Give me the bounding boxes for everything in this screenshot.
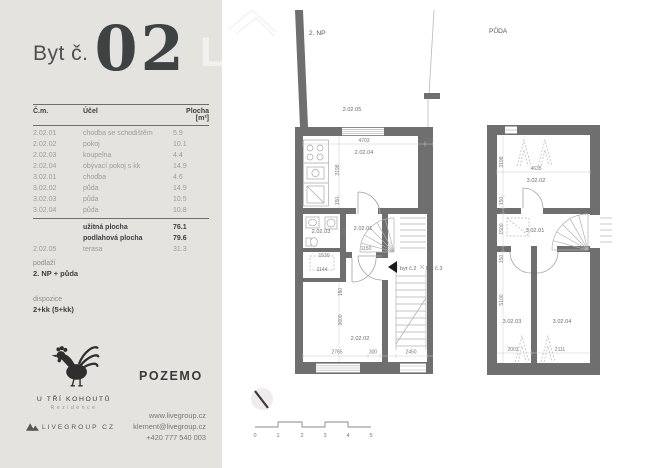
roof-windows-top	[517, 140, 552, 166]
cell-area: 10.5	[173, 196, 187, 203]
room-hall: 2.02.01	[353, 226, 373, 232]
dim: 3198	[499, 156, 505, 168]
doors-2np	[352, 192, 382, 282]
scale-tick: 1	[276, 433, 280, 439]
cell-num: 2.02.04	[33, 163, 57, 170]
dim: 300	[424, 138, 434, 144]
dim: 4703	[358, 138, 370, 144]
col-header-num: Č.m.	[33, 108, 49, 115]
cell-num: 2.02.01	[33, 130, 57, 137]
scale-tick: 5	[369, 433, 373, 439]
cell-purpose: chodba	[83, 174, 106, 181]
dim: 2765	[331, 349, 343, 356]
watermark-letter: L	[200, 28, 226, 75]
table-row	[33, 183, 209, 194]
dim: 150	[335, 196, 341, 206]
plan-attic	[487, 26, 612, 375]
window	[400, 364, 426, 373]
room-bath: 2.02.03	[311, 229, 331, 235]
cell-purpose: chodba se schodištěm	[83, 130, 153, 137]
plan-attic-title: PŮDA	[489, 28, 508, 35]
livegroup-text: LIVEGROUP CZ	[42, 423, 115, 431]
dim: 150	[499, 254, 505, 264]
cell-area: 14.9	[173, 163, 187, 170]
livegroup-logo	[26, 423, 115, 431]
cell-area: 10.1	[173, 141, 187, 148]
total-row-usable	[33, 218, 209, 233]
plan-2np	[295, 10, 442, 374]
contact-block	[133, 410, 206, 443]
dim: 4635	[530, 166, 542, 172]
mountain-icon	[26, 423, 39, 431]
cell-area: 31.3	[173, 246, 187, 253]
pozemo-logo: POZEMO	[139, 369, 203, 383]
rooster-brand	[34, 342, 114, 411]
table-row	[33, 205, 209, 216]
cell-num: 3.02.03	[33, 196, 57, 203]
neighbor-label: byt č.3	[426, 266, 443, 272]
cell-purpose: koupelna	[83, 152, 112, 159]
unit-header	[33, 12, 187, 85]
cell-area: 4.4	[173, 152, 183, 159]
room-attic-top: 3.02.02	[526, 178, 546, 184]
kitchen-fixtures	[304, 140, 329, 206]
north-mark	[251, 388, 273, 410]
meta-block	[33, 259, 78, 325]
layout-label: dispozice	[33, 296, 63, 303]
total-label: užitná plocha	[83, 224, 128, 231]
total-value: 76.1	[173, 224, 187, 231]
dim: 150	[499, 196, 505, 206]
attic-spiral-stair	[552, 214, 588, 250]
scale-bar	[253, 422, 372, 439]
total-label: podlahová plocha	[83, 235, 143, 242]
outside-stair-hatch	[600, 218, 612, 242]
dim: 3600	[338, 314, 344, 326]
rooster-brand-sub: Rezidence	[50, 405, 98, 411]
floor-label: podlaží	[33, 260, 56, 267]
layout-value: 2+kk (5+kk)	[33, 305, 74, 314]
room-attic-hall: 3.02.01	[525, 228, 545, 234]
cell-purpose: půda	[83, 196, 99, 203]
col-header-purpose: Účel	[83, 108, 98, 115]
cell-num: 2.02.05	[33, 246, 57, 253]
table-row	[33, 172, 209, 183]
dim: 150	[338, 287, 344, 297]
scale-tick: 4	[346, 433, 350, 439]
dim: 1144	[316, 267, 328, 273]
contact-phone: +420 777 540 003	[146, 433, 206, 442]
dim: 300	[368, 349, 378, 356]
cell-purpose: obývací pokoj s kk	[83, 163, 141, 170]
table-header-row	[33, 104, 209, 126]
cell-num: 3.02.04	[33, 207, 57, 214]
terrace-label: 2.02.05	[342, 107, 362, 113]
cell-num: 3.02.01	[33, 174, 57, 181]
dim: 2003	[507, 347, 519, 353]
room-living: 2.02.04	[354, 150, 374, 156]
dim: 1500	[499, 223, 505, 235]
cell-num: 3.02.02	[33, 185, 57, 192]
cell-purpose: půda	[83, 207, 99, 214]
scale-tick: 3	[323, 433, 327, 439]
cell-area: 5.9	[173, 130, 183, 137]
dim: 2450	[405, 349, 417, 356]
cell-num: 2.02.03	[33, 152, 57, 159]
window	[342, 128, 384, 135]
cell-purpose: pokoj	[83, 141, 100, 148]
floorplans	[222, 0, 662, 468]
cell-area: 14.9	[173, 185, 187, 192]
window	[316, 364, 360, 373]
terrace-wall	[295, 10, 308, 127]
window	[505, 127, 517, 134]
col-header-area: Plocha [m²]	[186, 108, 209, 122]
wall-right	[427, 213, 433, 362]
rooster-icon	[48, 342, 100, 388]
contact-web: www.livegroup.cz	[148, 411, 206, 420]
terrace-row	[33, 244, 209, 255]
table-row	[33, 128, 209, 139]
entry-label: byt č.2	[400, 266, 417, 272]
rooster-brand-name: U TŘÍ KOHOUTŮ	[36, 396, 112, 403]
dim: 5100	[499, 294, 505, 306]
cell-area: 10.8	[173, 207, 187, 214]
floor-value: 2. NP + půda	[33, 269, 79, 278]
dim: 2111	[554, 347, 566, 353]
table-row	[33, 150, 209, 161]
wall-left	[295, 127, 303, 374]
room-bedroom: 2.02.02	[350, 336, 370, 342]
scale-tick: 2	[300, 433, 304, 439]
table-row	[33, 194, 209, 205]
table-row	[33, 139, 209, 150]
unit-number: 02	[94, 12, 187, 85]
room-attic-left: 3.02.03	[502, 319, 522, 325]
total-value: 79.6	[173, 235, 187, 242]
dim: 3198	[335, 164, 341, 176]
table-row	[33, 161, 209, 172]
dim: 1530	[318, 253, 330, 259]
cell-purpose: terasa	[83, 246, 103, 253]
room-attic-right: 3.02.04	[552, 319, 572, 325]
contact-email: klement@livegroup.cz	[133, 422, 206, 431]
stair-shaft-hatch	[400, 218, 426, 248]
watermark-lines	[228, 10, 276, 36]
building-stair	[394, 265, 426, 350]
info-panel	[0, 0, 226, 468]
entry-arrow-icon	[388, 261, 397, 273]
unit-label: Byt č.	[33, 42, 89, 65]
cell-num: 2.02.02	[33, 141, 57, 148]
cell-area: 4.6	[173, 174, 183, 181]
dim: 3000	[342, 226, 348, 238]
dim: 1150	[360, 246, 372, 252]
area-table	[33, 104, 209, 255]
scale-tick: 0	[253, 433, 257, 439]
cell-purpose: půda	[83, 185, 99, 192]
plan-2np-title: 2. NP	[309, 30, 326, 37]
total-row-floor	[33, 233, 209, 244]
